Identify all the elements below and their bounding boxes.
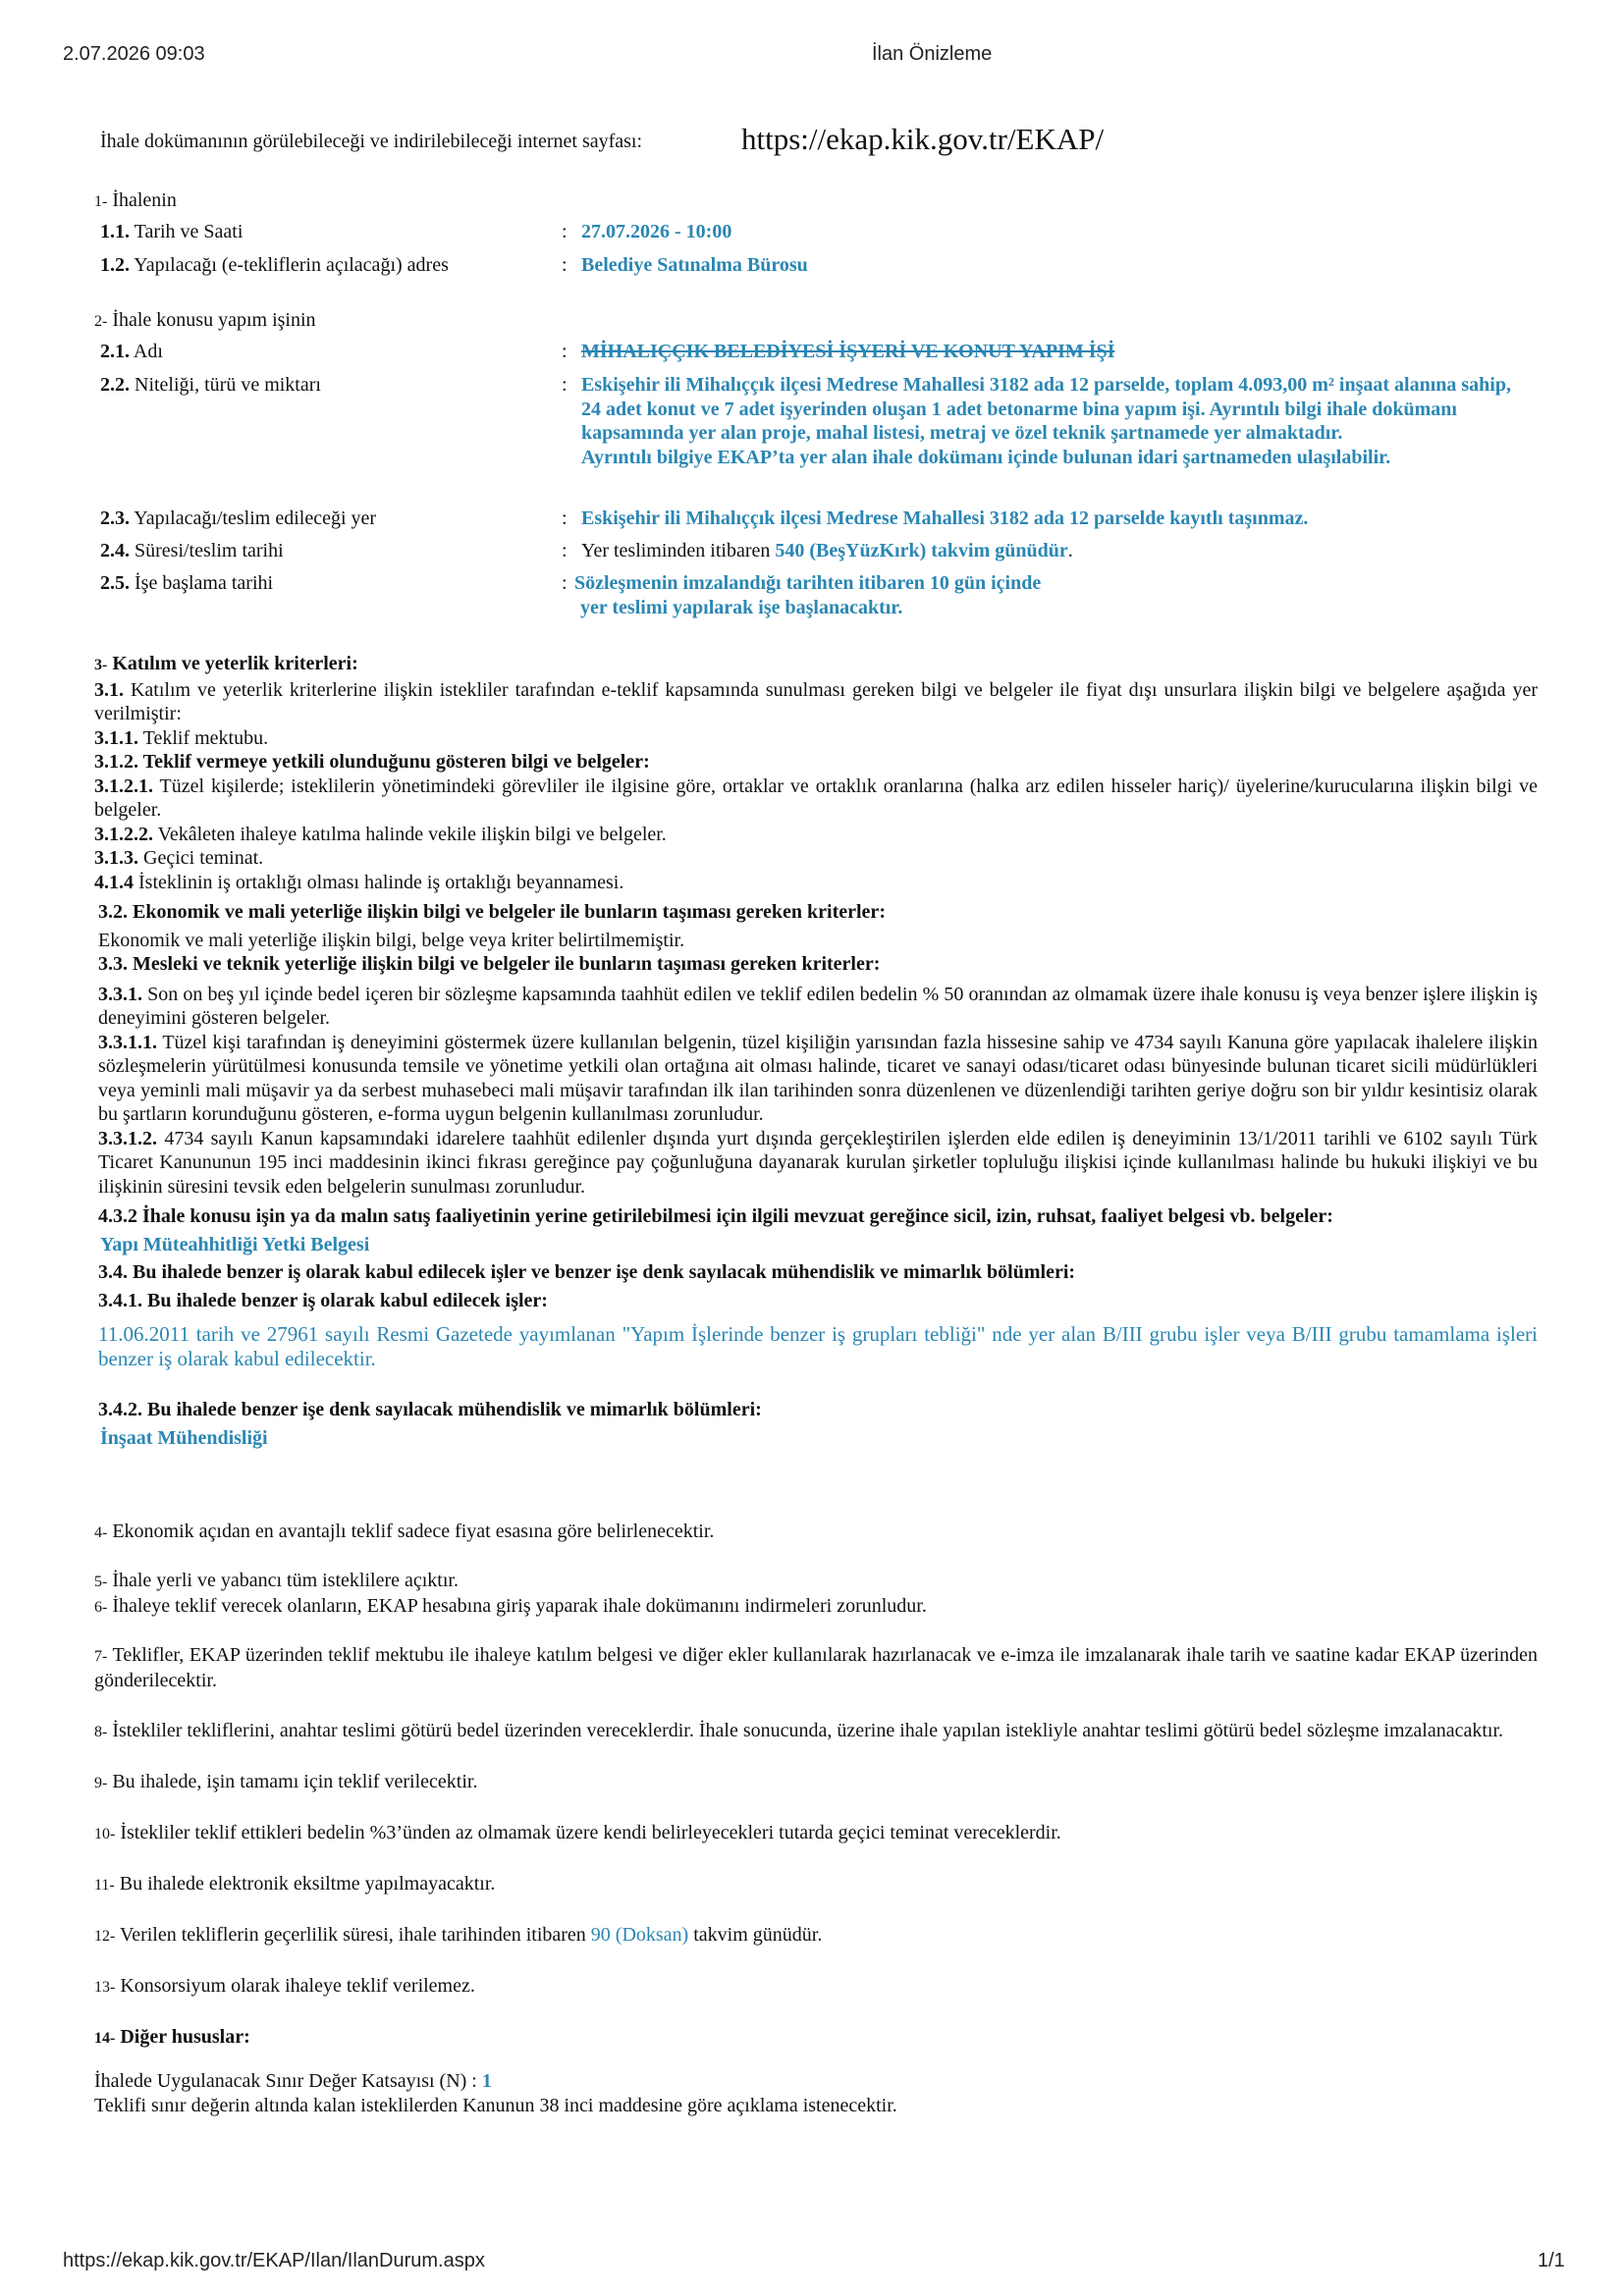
duration-prefix: Yer tesliminden itibaren bbox=[581, 540, 771, 561]
coefficient-label: İhalede Uygulanacak Sınır Değer Katsayısı (N) : bbox=[94, 2070, 477, 2092]
row-1-2-number: 1.2. bbox=[100, 254, 130, 276]
para-3-4-1-title-text: Bu ihalede benzer iş olarak kabul edilecek işler: bbox=[147, 1289, 548, 1311]
para-3-1-2-1-text: Tüzel kişilerde; isteklilerin yönetimindeki görevliler ile ilgisine göre, ortaklar ve ortaklık oranlarına (halka arz edilen hisseler hariç)/ üyelerine/kurucularına ilişkin bilgi ve belgeler. bbox=[94, 774, 1538, 821]
para-3-3-1-2-number: 3.3.1.2. bbox=[98, 1127, 157, 1149]
para-4-3-2-title bbox=[94, 1204, 1538, 1229]
para-3-4-1-title bbox=[94, 1289, 1538, 1313]
item-number: 13- bbox=[94, 1979, 116, 1996]
work-name: MİHALIÇÇIK BELEDİYESİ İŞYERİ VE KONUT YAPIM İŞİ bbox=[581, 341, 1115, 362]
item-14-title: Diğer hususlar: bbox=[120, 2026, 250, 2048]
para-3-3-1 bbox=[94, 983, 1538, 1031]
section-1-title: İhalenin bbox=[112, 189, 177, 211]
para-3-1 bbox=[94, 678, 1538, 726]
para-3-1-1 bbox=[94, 726, 1538, 751]
para-3-1-2-number: 3.1.2. bbox=[94, 751, 138, 773]
item-10 bbox=[94, 1821, 1538, 1846]
section-3 bbox=[94, 652, 1538, 1450]
print-datetime: 2.07.2026 09:03 bbox=[63, 43, 205, 65]
colon: : bbox=[562, 254, 568, 276]
para-4-1-4-text: İsteklinin iş ortaklığı olması halinde iş ortaklığı beyannamesi. bbox=[138, 871, 624, 893]
item-number: 6- bbox=[94, 1599, 108, 1616]
para-3-4-2-title bbox=[94, 1398, 1538, 1422]
duration-value: 540 (BeşYüzKırk) takvim günüdür bbox=[775, 540, 1068, 561]
para-3-4-title-text: Bu ihalede benzer iş olarak kabul edilecek işler ve benzer işe denk sayılacak mühendislik ve mimarlık bölümleri: bbox=[133, 1261, 1076, 1283]
para-3-2-title-text: Ekonomik ve mali yeterliğe ilişkin bilgi ve belgeler ile bunların taşıması gereken kriterler: bbox=[133, 901, 886, 923]
section-2-heading bbox=[94, 308, 316, 334]
item-number: 7- bbox=[94, 1648, 108, 1665]
para-3-4-number: 3.4. bbox=[98, 1261, 128, 1283]
item-11 bbox=[94, 1872, 1538, 1897]
para-4-1-4-number: 4.1.4 bbox=[94, 871, 134, 893]
row-2-5-label bbox=[100, 571, 273, 595]
para-3-4-1-number: 3.4.1. bbox=[98, 1289, 142, 1311]
colon: : bbox=[562, 572, 568, 594]
delivery-location: Eskişehir ili Mihalıççık ilçesi Medrese Mahallesi 3182 ada 12 parselde kayıtlı taşınmaz. bbox=[581, 507, 1309, 529]
item-8 bbox=[94, 1719, 1538, 1744]
para-4-1-4 bbox=[94, 871, 1538, 895]
item-number: 4- bbox=[94, 1524, 108, 1541]
row-2-4-text: Süresi/teslim tarihi bbox=[135, 540, 284, 561]
intro-label: İhale dokümanının görülebileceği ve indirilebileceği internet sayfası: bbox=[100, 131, 643, 152]
license-document: Yapı Müteahhitliği Yetki Belgesi bbox=[100, 1233, 370, 1255]
para-3-4-title bbox=[94, 1260, 1538, 1285]
para-3-1-2-2-text: Vekâleten ihaleye katılma halinde vekile ilişkin bilgi ve belgeler. bbox=[157, 823, 667, 845]
work-description-note: Ayrıntılı bilgiye EKAP’ta yer alan ihale dokümanı içinde bulunan idari şartnameden ulaşılabilir. bbox=[581, 446, 1391, 468]
para-3-3-number: 3.3. bbox=[98, 953, 128, 975]
page-number: 1/1 bbox=[1538, 2250, 1565, 2271]
item-number: 5- bbox=[94, 1574, 108, 1590]
para-3-1-text: Katılım ve yeterlik kriterlerine ilişkin istekliler tarafından e-teklif kapsamında sunulması gereken bilgi ve belgeler ile fiyat dışı unsurlara ilişkin bilgi ve belgelere aşağıda yer verilmiştir: bbox=[94, 678, 1538, 724]
row-1-2-text: Yapılacağı (e-tekliflerin açılacağı) adres bbox=[134, 254, 449, 276]
para-3-3-title bbox=[94, 952, 1538, 977]
colon: : bbox=[562, 374, 568, 396]
para-3-1-number: 3.1. bbox=[94, 678, 124, 701]
similar-works: 11.06.2011 tarih ve 27961 sayılı Resmi Gazetede yayımlanan "Yapım İşlerinde benzer iş grupları tebliği" nde yer alan B/III grubu işler veya B/III grubu tamamlama işleri benzer iş olarak kabul edilecektir. bbox=[98, 1322, 1538, 1370]
para-3-1-2-1-number: 3.1.2.1. bbox=[94, 774, 153, 797]
item-text: İstekliler tekliflerini, anahtar teslimi götürü bedel üzerinden vereceklerdir. İhale sonucunda, üzerine ihale yapılan istekliyle anahtar teslimi götürü bedel sözleşme imzalanacaktır. bbox=[112, 1720, 1504, 1741]
para-3-3-1-1-number: 3.3.1.1. bbox=[98, 1031, 157, 1053]
para-3-3-1-2-text: 4734 sayılı Kanun kapsamındaki idarelere taahhüt edilenler dışında yurt dışında gerçekleştirilen işlerden elde edilen iş deneyiminin 13/1/2011 tarihli ve 6102 sayılı Türk Ticaret Kanununun 195 inci maddesinin ikinci fıkrası gereğince pay çoğunluğuna dayanarak kurulan şirketler topluluğu ilişkisi içinde kullanılması halinde bu hukuki ilişkiyi ve bu ilişkinin süresini tevsik eden belgelerin sunulması zorunludur. bbox=[98, 1127, 1538, 1198]
item-number: 10- bbox=[94, 1826, 116, 1842]
section-2-number: 2- bbox=[94, 313, 108, 330]
row-1-1-text: Tarih ve Saati bbox=[134, 221, 243, 242]
para-3-3-1-2 bbox=[94, 1127, 1538, 1200]
item-text: Teklifler, EKAP üzerinden teklif mektubu ile ihaleye katılım belgesi ve diğer ekler kullanılarak hazırlanacak ve e-imza ile imzalanarak ihale tarih ve saatine kadar EKAP üzerinden gönderilecektir. bbox=[94, 1644, 1538, 1691]
para-3-1-2-2-number: 3.1.2.2. bbox=[94, 823, 153, 845]
para-3-2-title bbox=[94, 900, 1538, 925]
para-3-4-2-number: 3.4.2. bbox=[98, 1399, 142, 1420]
colon: : bbox=[562, 341, 568, 362]
colon: : bbox=[562, 221, 568, 242]
item-number: 11- bbox=[94, 1877, 115, 1894]
start-date-line-2: yer teslimi yapılarak işe başlanacaktır. bbox=[580, 596, 903, 618]
para-3-3-1-1 bbox=[94, 1031, 1538, 1127]
item-6 bbox=[94, 1594, 1538, 1620]
item-text: Ekonomik açıdan en avantajlı teklif sadece fiyat esasına göre belirlenecektir. bbox=[112, 1521, 715, 1542]
para-3-1-3-text: Geçici teminat. bbox=[143, 847, 264, 869]
item-12 bbox=[94, 1923, 1538, 1949]
work-description bbox=[581, 373, 1534, 469]
para-3-1-2-2 bbox=[94, 823, 1538, 847]
row-2-3-label bbox=[100, 507, 376, 530]
row-1-1-number: 1.1. bbox=[100, 221, 130, 242]
row-2-4-number: 2.4. bbox=[100, 540, 130, 561]
intro-url[interactable]: https://ekap.kik.gov.tr/EKAP/ bbox=[741, 122, 1105, 156]
item-13 bbox=[94, 1974, 1538, 2000]
para-3-3-1-number: 3.3.1. bbox=[98, 983, 142, 1005]
tender-datetime: 27.07.2026 - 10:00 bbox=[581, 221, 732, 242]
row-2-2-number: 2.2. bbox=[100, 374, 130, 396]
section-3-heading bbox=[94, 652, 1538, 678]
item-text: Bu ihalede, işin tamamı için teklif verilecektir. bbox=[112, 1771, 478, 1792]
validity-prefix: Verilen tekliflerin geçerlilik süresi, ihale tarihinden itibaren bbox=[119, 1924, 586, 1946]
para-3-4-2-title-text: Bu ihalede benzer işe denk sayılacak mühendislik ve mimarlık bölümleri: bbox=[147, 1399, 762, 1420]
row-2-4-label bbox=[100, 539, 284, 562]
item-text: İhaleye teklif verecek olanların, EKAP hesabına giriş yaparak ihale dokümanını indirmeleri zorunludur. bbox=[112, 1595, 927, 1617]
row-2-3-number: 2.3. bbox=[100, 507, 130, 529]
item-text: Bu ihalede elektronik eksiltme yapılmayacaktır. bbox=[119, 1873, 496, 1895]
colon: : bbox=[562, 507, 568, 529]
work-description-text: Eskişehir ili Mihalıççık ilçesi Medrese Mahallesi 3182 ada 12 parselde, toplam 4.093,00 m² inşaat alanına sahip, 24 adet konut ve 7 adet işyerinden oluşan 1 adet betonarme bina yapım işi. Ayrıntılı bilgi ihale dokümanı kapsamında yer alan proje, mahal listesi, metraj ve özel teknik şartnamede yer almaktadır. bbox=[581, 374, 1511, 444]
row-2-2-text: Niteliği, türü ve miktarı bbox=[135, 374, 321, 396]
item-number: 8- bbox=[94, 1724, 108, 1740]
row-2-5-number: 2.5. bbox=[100, 572, 130, 594]
row-2-5-text: İşe başlama tarihi bbox=[135, 572, 274, 594]
section-2-title: İhale konusu yapım işinin bbox=[112, 309, 316, 331]
para-3-2-text: Ekonomik ve mali yeterliğe ilişkin bilgi, belge veya kriter belirtilmemiştir. bbox=[98, 929, 685, 951]
para-3-1-2-text: Teklif vermeye yetkili olunduğunu gösteren bilgi ve belgeler: bbox=[142, 751, 650, 773]
row-2-3-text: Yapılacağı/teslim edileceği yer bbox=[134, 507, 377, 529]
item-number: 12- bbox=[94, 1928, 116, 1945]
section-3-number: 3- bbox=[94, 657, 108, 673]
para-3-3-1-1-text: Tüzel kişi tarafından iş deneyimini göstermek üzere kullanılan belgenin, tüzel kişiliğin yarısından fazla hissesine sahip ve 4734 sayılı Kanuna göre yapılacak ihalelere ilişkin sözleşmelerin yürütülmesi konusunda temsile ve yönetime yetkili olan ortağına ait olması halinde, ticaret ve sanayi odası/ticaret odası bünyesinde bulunan ticaret sicili müdürlükleri veya yeminli mali müşavir ya da serbest muhasebeci mali müşavir tarafından ilk ilan tarihinden sonra düzenlenen ve düzenlendiği tarihten geriye doğru son bir yıldır kesintisiz olarak bu şartların korunduğunu gösteren, e-forma uygun belgenin kullanılması zorunludur. bbox=[98, 1031, 1538, 1125]
validity-suffix: takvim günüdür. bbox=[693, 1924, 823, 1946]
colon: : bbox=[562, 540, 568, 561]
row-2-1-text: Adı bbox=[133, 341, 163, 362]
para-3-1-1-text: Teklif mektubu. bbox=[142, 726, 269, 749]
item-text: İhale yerli ve yabancı tüm isteklilere açıktır. bbox=[112, 1570, 459, 1591]
para-3-1-2-1 bbox=[94, 774, 1538, 823]
item-9 bbox=[94, 1770, 1538, 1795]
para-3-3-1-text: Son on beş yıl içinde bedel içeren bir sözleşme kapsamında taahhüt edilen ve teklif edilen bedelin % 50 oranından az olmamak üzere ihale konusu iş veya benzer işlere ilişkin iş deneyimini gösteren belgeler. bbox=[98, 983, 1538, 1029]
para-3-3-title-text: Mesleki ve teknik yeterliğe ilişkin bilgi ve belgeler ile bunların taşıması gereken kriterler: bbox=[133, 953, 881, 975]
duration-suffix: . bbox=[1067, 540, 1073, 561]
item-7 bbox=[94, 1643, 1538, 1693]
page-title: İlan Önizleme bbox=[872, 43, 993, 65]
row-1-1-label bbox=[100, 220, 243, 243]
para-3-1-3-number: 3.1.3. bbox=[94, 847, 138, 869]
items-4-11 bbox=[94, 1520, 1538, 2051]
para-4-3-2-title-text: İhale konusu işin ya da malın satış faaliyetinin yerine getirilebilmesi için ilgili mevzuat gereğince sicil, izin, ruhsat, faaliyet belgesi vb. belgeler: bbox=[142, 1205, 1333, 1227]
tender-address: Belediye Satınalma Bürosu bbox=[581, 254, 808, 276]
row-2-1-label bbox=[100, 340, 163, 363]
start-date-line-1: Sözleşmenin imzalandığı tarihten itibaren 10 gün içinde bbox=[574, 572, 1042, 594]
item-number: 9- bbox=[94, 1775, 108, 1791]
item-text: Konsorsiyum olarak ihaleye teklif verilemez. bbox=[120, 1975, 475, 1997]
row-1-2-label bbox=[100, 253, 449, 277]
para-3-1-2 bbox=[94, 750, 1538, 774]
para-3-2-number: 3.2. bbox=[98, 901, 128, 923]
item-text: İstekliler teklif ettikleri bedelin %3’ünden az olmamak üzere kendi belirleyecekleri tutarda geçici teminat vereceklerdir. bbox=[120, 1822, 1061, 1843]
section-3-title: Katılım ve yeterlik kriterleri: bbox=[112, 653, 358, 674]
item-4 bbox=[94, 1520, 1538, 1545]
coefficient-line bbox=[94, 2069, 492, 2093]
footer-url[interactable]: https://ekap.kik.gov.tr/EKAP/Ilan/IlanDurum.aspx bbox=[63, 2250, 485, 2271]
validity-period: 90 (Doksan) bbox=[590, 1924, 689, 1946]
para-3-1-3 bbox=[94, 846, 1538, 871]
duration bbox=[581, 539, 1543, 563]
item-number: 14- bbox=[94, 2030, 116, 2047]
row-2-2-label bbox=[100, 373, 321, 397]
section-1-number: 1- bbox=[94, 193, 108, 210]
start-date bbox=[574, 571, 1537, 619]
para-3-1-1-number: 3.1.1. bbox=[94, 726, 138, 749]
row-2-1-number: 2.1. bbox=[100, 341, 130, 362]
section-1-heading bbox=[94, 188, 177, 214]
coefficient-value: 1 bbox=[481, 2070, 492, 2092]
item-14-heading bbox=[94, 2025, 1538, 2051]
item-5 bbox=[94, 1569, 1538, 1594]
explanation-note: Teklifi sınır değerin altında kalan isteklilerden Kanunun 38 inci maddesine göre açıklama istenecektir. bbox=[94, 2095, 897, 2116]
para-4-3-2-number: 4.3.2 bbox=[98, 1205, 137, 1227]
engineering-department: İnşaat Mühendisliği bbox=[100, 1426, 268, 1449]
